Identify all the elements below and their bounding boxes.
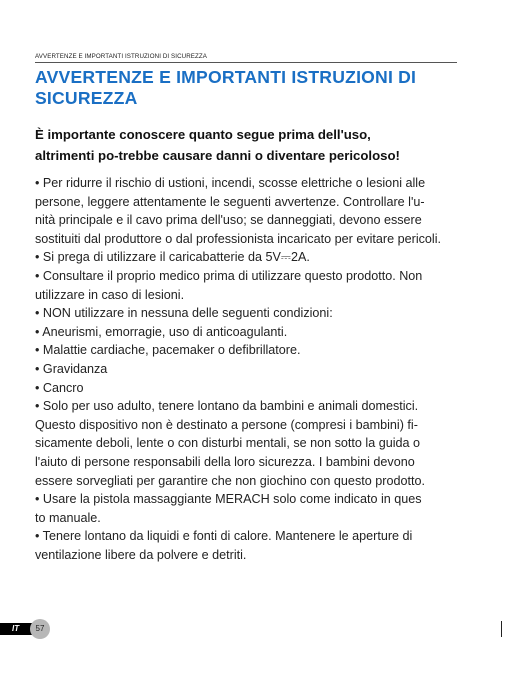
instruction-line: • Usare la pistola massaggiante MERACH solo come indicato in ques — [35, 492, 422, 507]
instruction-line: to manuale. — [35, 510, 101, 525]
safety-instructions — [35, 174, 505, 564]
instruction-line: • Per ridurre il rischio di ustioni, incendi, scosse elettriche o lesioni alle — [35, 176, 426, 190]
instruction-line: ventilazione libere da polvere e detriti. — [35, 547, 247, 562]
instruction-line: • NON utilizzare in nessuna delle seguenti condizioni: — [35, 306, 333, 321]
page-title — [35, 67, 475, 109]
page-footer — [0, 619, 60, 639]
page-number-badge: 57 — [30, 619, 50, 639]
instruction-line: utilizzare in caso di lesioni. — [35, 287, 185, 302]
running-header: AVVERTENZE E IMPORTANTI ISTRUZIONI DI SICUREZZA — [35, 53, 208, 60]
page-title-line: AVVERTENZE E IMPORTANTI ISTRUZIONI DI — [35, 67, 417, 87]
instruction-line: persone, leggere attentamente le seguenti avvertenze. Controllare l'u- — [35, 194, 425, 209]
crop-mark — [501, 621, 502, 637]
instruction-line: l'aiuto di persone responsabili della loro sicurezza. I bambini devono — [35, 454, 415, 469]
instruction-line: • Si prega di utilizzare il caricabatterie da 5V⎓2A. — [35, 250, 310, 265]
instruction-line: • Solo per uso adulto, tenere lontano da bambini e animali domestici. — [35, 399, 419, 414]
intro-line: È importante conoscere quanto segue prima dell'uso, — [35, 127, 371, 142]
intro-warning — [35, 124, 475, 166]
instruction-line: • Consultare il proprio medico prima di utilizzare questo prodotto. Non — [35, 268, 423, 283]
instruction-line: sostituiti dal produttore o dal professionista incaricato per evitare pericoli. — [35, 231, 442, 246]
instruction-line: • Tenere lontano da liquidi e fonti di calore. Mantenere le aperture di — [35, 529, 413, 544]
language-tab: IT — [0, 623, 36, 635]
instruction-line: • Cancro — [35, 380, 84, 395]
instruction-line: • Gravidanza — [35, 361, 108, 376]
instruction-line: nità principale e il cavo prima dell'uso; se danneggiati, devono essere — [35, 213, 422, 228]
instruction-line: • Aneurismi, emorragie, uso di anticoagulanti. — [35, 324, 288, 339]
instruction-line: sicamente deboli, lente o con disturbi mentali, se non sotto la guida o — [35, 436, 421, 451]
instruction-line: essere sorvegliati per garantire che non giochino con questo prodotto. — [35, 473, 425, 488]
header-divider — [35, 62, 457, 63]
page-title-line: SICUREZZA — [35, 88, 138, 108]
intro-line: altrimenti po-trebbe causare danni o diventare pericoloso! — [35, 148, 400, 163]
instruction-line: Questo dispositivo non è destinato a persone (compresi i bambini) fi- — [35, 417, 418, 432]
instruction-line: • Malattie cardiache, pacemaker o defibrillatore. — [35, 343, 301, 358]
